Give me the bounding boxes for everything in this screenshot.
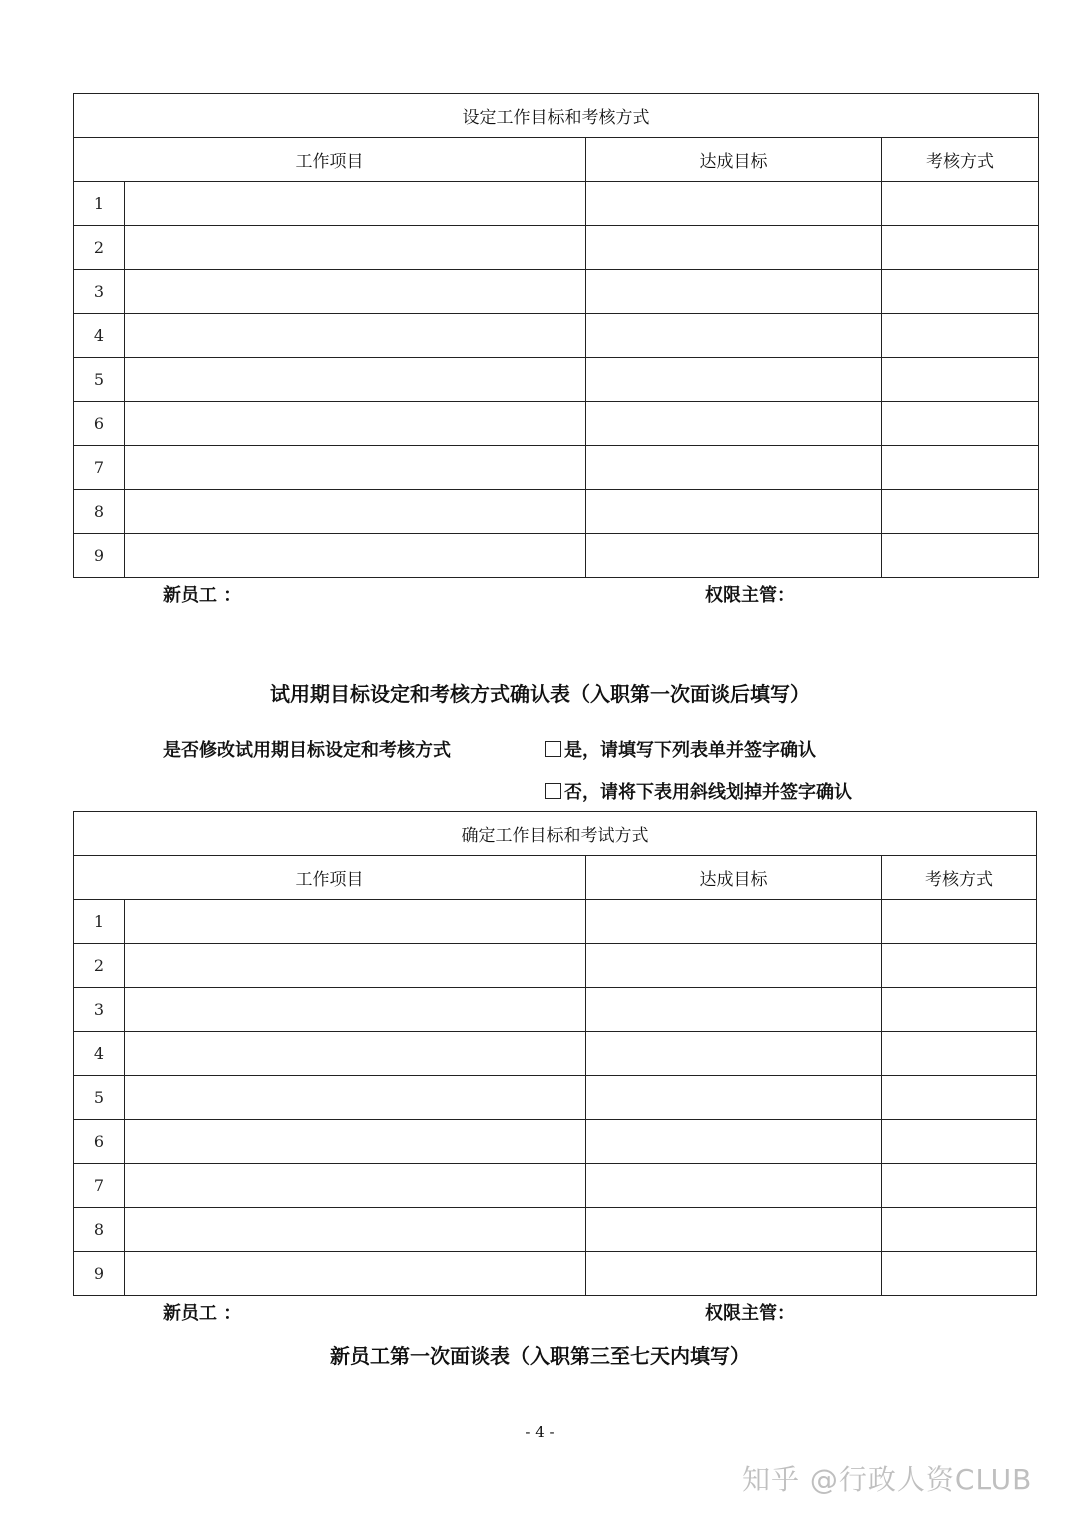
table-row [74, 182, 1039, 226]
table-title: 确定工作目标和考试方式 [74, 812, 1037, 856]
table-row [74, 1032, 1037, 1076]
row-number: 9 [74, 1252, 125, 1296]
work-item-cell[interactable] [125, 1164, 586, 1208]
assessment-cell[interactable] [882, 1208, 1037, 1252]
yes-checkbox[interactable] [545, 741, 561, 757]
table-title-row [74, 812, 1037, 856]
assessment-cell[interactable] [882, 1164, 1037, 1208]
row-number: 6 [74, 402, 125, 446]
goal-setting-table [73, 93, 1039, 578]
work-item-cell[interactable] [125, 358, 586, 402]
target-cell[interactable] [586, 226, 882, 270]
assessment-cell[interactable] [882, 944, 1037, 988]
option-yes[interactable] [545, 736, 816, 762]
row-number: 7 [74, 1164, 125, 1208]
assessment-cell[interactable] [882, 1252, 1037, 1296]
work-item-cell[interactable] [125, 988, 586, 1032]
table-row [74, 988, 1037, 1032]
table-row [74, 402, 1039, 446]
table-row [74, 944, 1037, 988]
assessment-cell[interactable] [882, 988, 1037, 1032]
work-item-cell[interactable] [125, 900, 586, 944]
table-row [74, 900, 1037, 944]
row-number: 4 [74, 314, 125, 358]
target-cell[interactable] [586, 1120, 882, 1164]
table-row [74, 446, 1039, 490]
table-row [74, 1252, 1037, 1296]
target-cell[interactable] [586, 182, 882, 226]
target-cell[interactable] [586, 534, 882, 578]
table-header-row [74, 856, 1037, 900]
work-item-cell[interactable] [125, 1076, 586, 1120]
table-row [74, 1208, 1037, 1252]
work-item-cell[interactable] [125, 314, 586, 358]
row-number: 2 [74, 226, 125, 270]
assessment-cell[interactable] [882, 1076, 1037, 1120]
no-checkbox[interactable] [545, 783, 561, 799]
target-cell[interactable] [586, 1076, 882, 1120]
supervisor-signature-label: 权限主管： [705, 585, 795, 606]
table-title-row [74, 94, 1039, 138]
option-no[interactable] [545, 778, 852, 804]
work-item-cell[interactable] [125, 402, 586, 446]
goal-confirmation-table [73, 811, 1037, 1296]
work-item-cell[interactable] [125, 490, 586, 534]
assessment-cell[interactable] [882, 1032, 1037, 1076]
table-row [74, 1164, 1037, 1208]
table-row [74, 358, 1039, 402]
row-number: 8 [74, 1208, 125, 1252]
target-cell[interactable] [586, 1164, 882, 1208]
work-item-cell[interactable] [125, 270, 586, 314]
work-item-cell[interactable] [125, 534, 586, 578]
table-title: 设定工作目标和考核方式 [74, 94, 1039, 138]
employee-signature-label: 新员工 ： [163, 585, 242, 606]
work-item-cell[interactable] [125, 1208, 586, 1252]
row-number: 9 [74, 534, 125, 578]
assessment-cell[interactable] [882, 900, 1037, 944]
assessment-cell[interactable] [882, 534, 1039, 578]
page-number: - 4 - [525, 1423, 555, 1441]
first-interview-heading: 新员工第一次面谈表（入职第三至七天内填写） [330, 1344, 750, 1368]
option-yes-label: 是，请填写下列表单并签字确认 [564, 740, 816, 761]
supervisor-signature-label: 权限主管： [705, 1303, 795, 1324]
target-cell[interactable] [586, 1208, 882, 1252]
row-number: 5 [74, 1076, 125, 1120]
table-row [74, 534, 1039, 578]
table-row [74, 490, 1039, 534]
row-number: 8 [74, 490, 125, 534]
target-cell[interactable] [586, 402, 882, 446]
row-number: 4 [74, 1032, 125, 1076]
header-assessment: 考核方式 [882, 138, 1039, 182]
row-number: 3 [74, 270, 125, 314]
target-cell[interactable] [586, 1252, 882, 1296]
header-target: 达成目标 [586, 138, 882, 182]
table-row [74, 270, 1039, 314]
assessment-cell[interactable] [882, 270, 1039, 314]
table-row [74, 1076, 1037, 1120]
work-item-cell[interactable] [125, 944, 586, 988]
target-cell[interactable] [586, 314, 882, 358]
assessment-cell[interactable] [882, 1120, 1037, 1164]
option-no-label: 否，请将下表用斜线划掉并签字确认 [564, 782, 852, 803]
header-assessment: 考核方式 [882, 856, 1037, 900]
target-cell[interactable] [586, 1032, 882, 1076]
work-item-cell[interactable] [125, 1252, 586, 1296]
watermark: 知乎 @行政人资CLUB [742, 1463, 1033, 1496]
row-number: 1 [74, 182, 125, 226]
target-cell[interactable] [586, 490, 882, 534]
assessment-cell[interactable] [882, 182, 1039, 226]
header-work-item: 工作项目 [74, 856, 586, 900]
target-cell[interactable] [586, 358, 882, 402]
assessment-cell[interactable] [882, 490, 1039, 534]
confirmation-heading: 试用期目标设定和考核方式确认表（入职第一次面谈后填写） [270, 682, 810, 706]
work-item-cell[interactable] [125, 182, 586, 226]
row-number: 5 [74, 358, 125, 402]
table-row [74, 1120, 1037, 1164]
assessment-cell[interactable] [882, 226, 1039, 270]
row-number: 2 [74, 944, 125, 988]
target-cell[interactable] [586, 270, 882, 314]
work-item-cell[interactable] [125, 226, 586, 270]
assessment-cell[interactable] [882, 402, 1039, 446]
assessment-cell[interactable] [882, 314, 1039, 358]
row-number: 1 [74, 900, 125, 944]
table-header-row [74, 138, 1039, 182]
assessment-cell[interactable] [882, 358, 1039, 402]
header-work-item: 工作项目 [74, 138, 586, 182]
row-number: 6 [74, 1120, 125, 1164]
target-cell[interactable] [586, 988, 882, 1032]
table-row [74, 226, 1039, 270]
target-cell[interactable] [586, 446, 882, 490]
work-item-cell[interactable] [125, 446, 586, 490]
employee-signature-label: 新员工 ： [163, 1303, 242, 1324]
assessment-cell[interactable] [882, 446, 1039, 490]
table-row [74, 314, 1039, 358]
work-item-cell[interactable] [125, 1032, 586, 1076]
row-number: 3 [74, 988, 125, 1032]
row-number: 7 [74, 446, 125, 490]
target-cell[interactable] [586, 900, 882, 944]
target-cell[interactable] [586, 944, 882, 988]
modify-question: 是否修改试用期目标设定和考核方式 [163, 740, 451, 761]
header-target: 达成目标 [586, 856, 882, 900]
work-item-cell[interactable] [125, 1120, 586, 1164]
